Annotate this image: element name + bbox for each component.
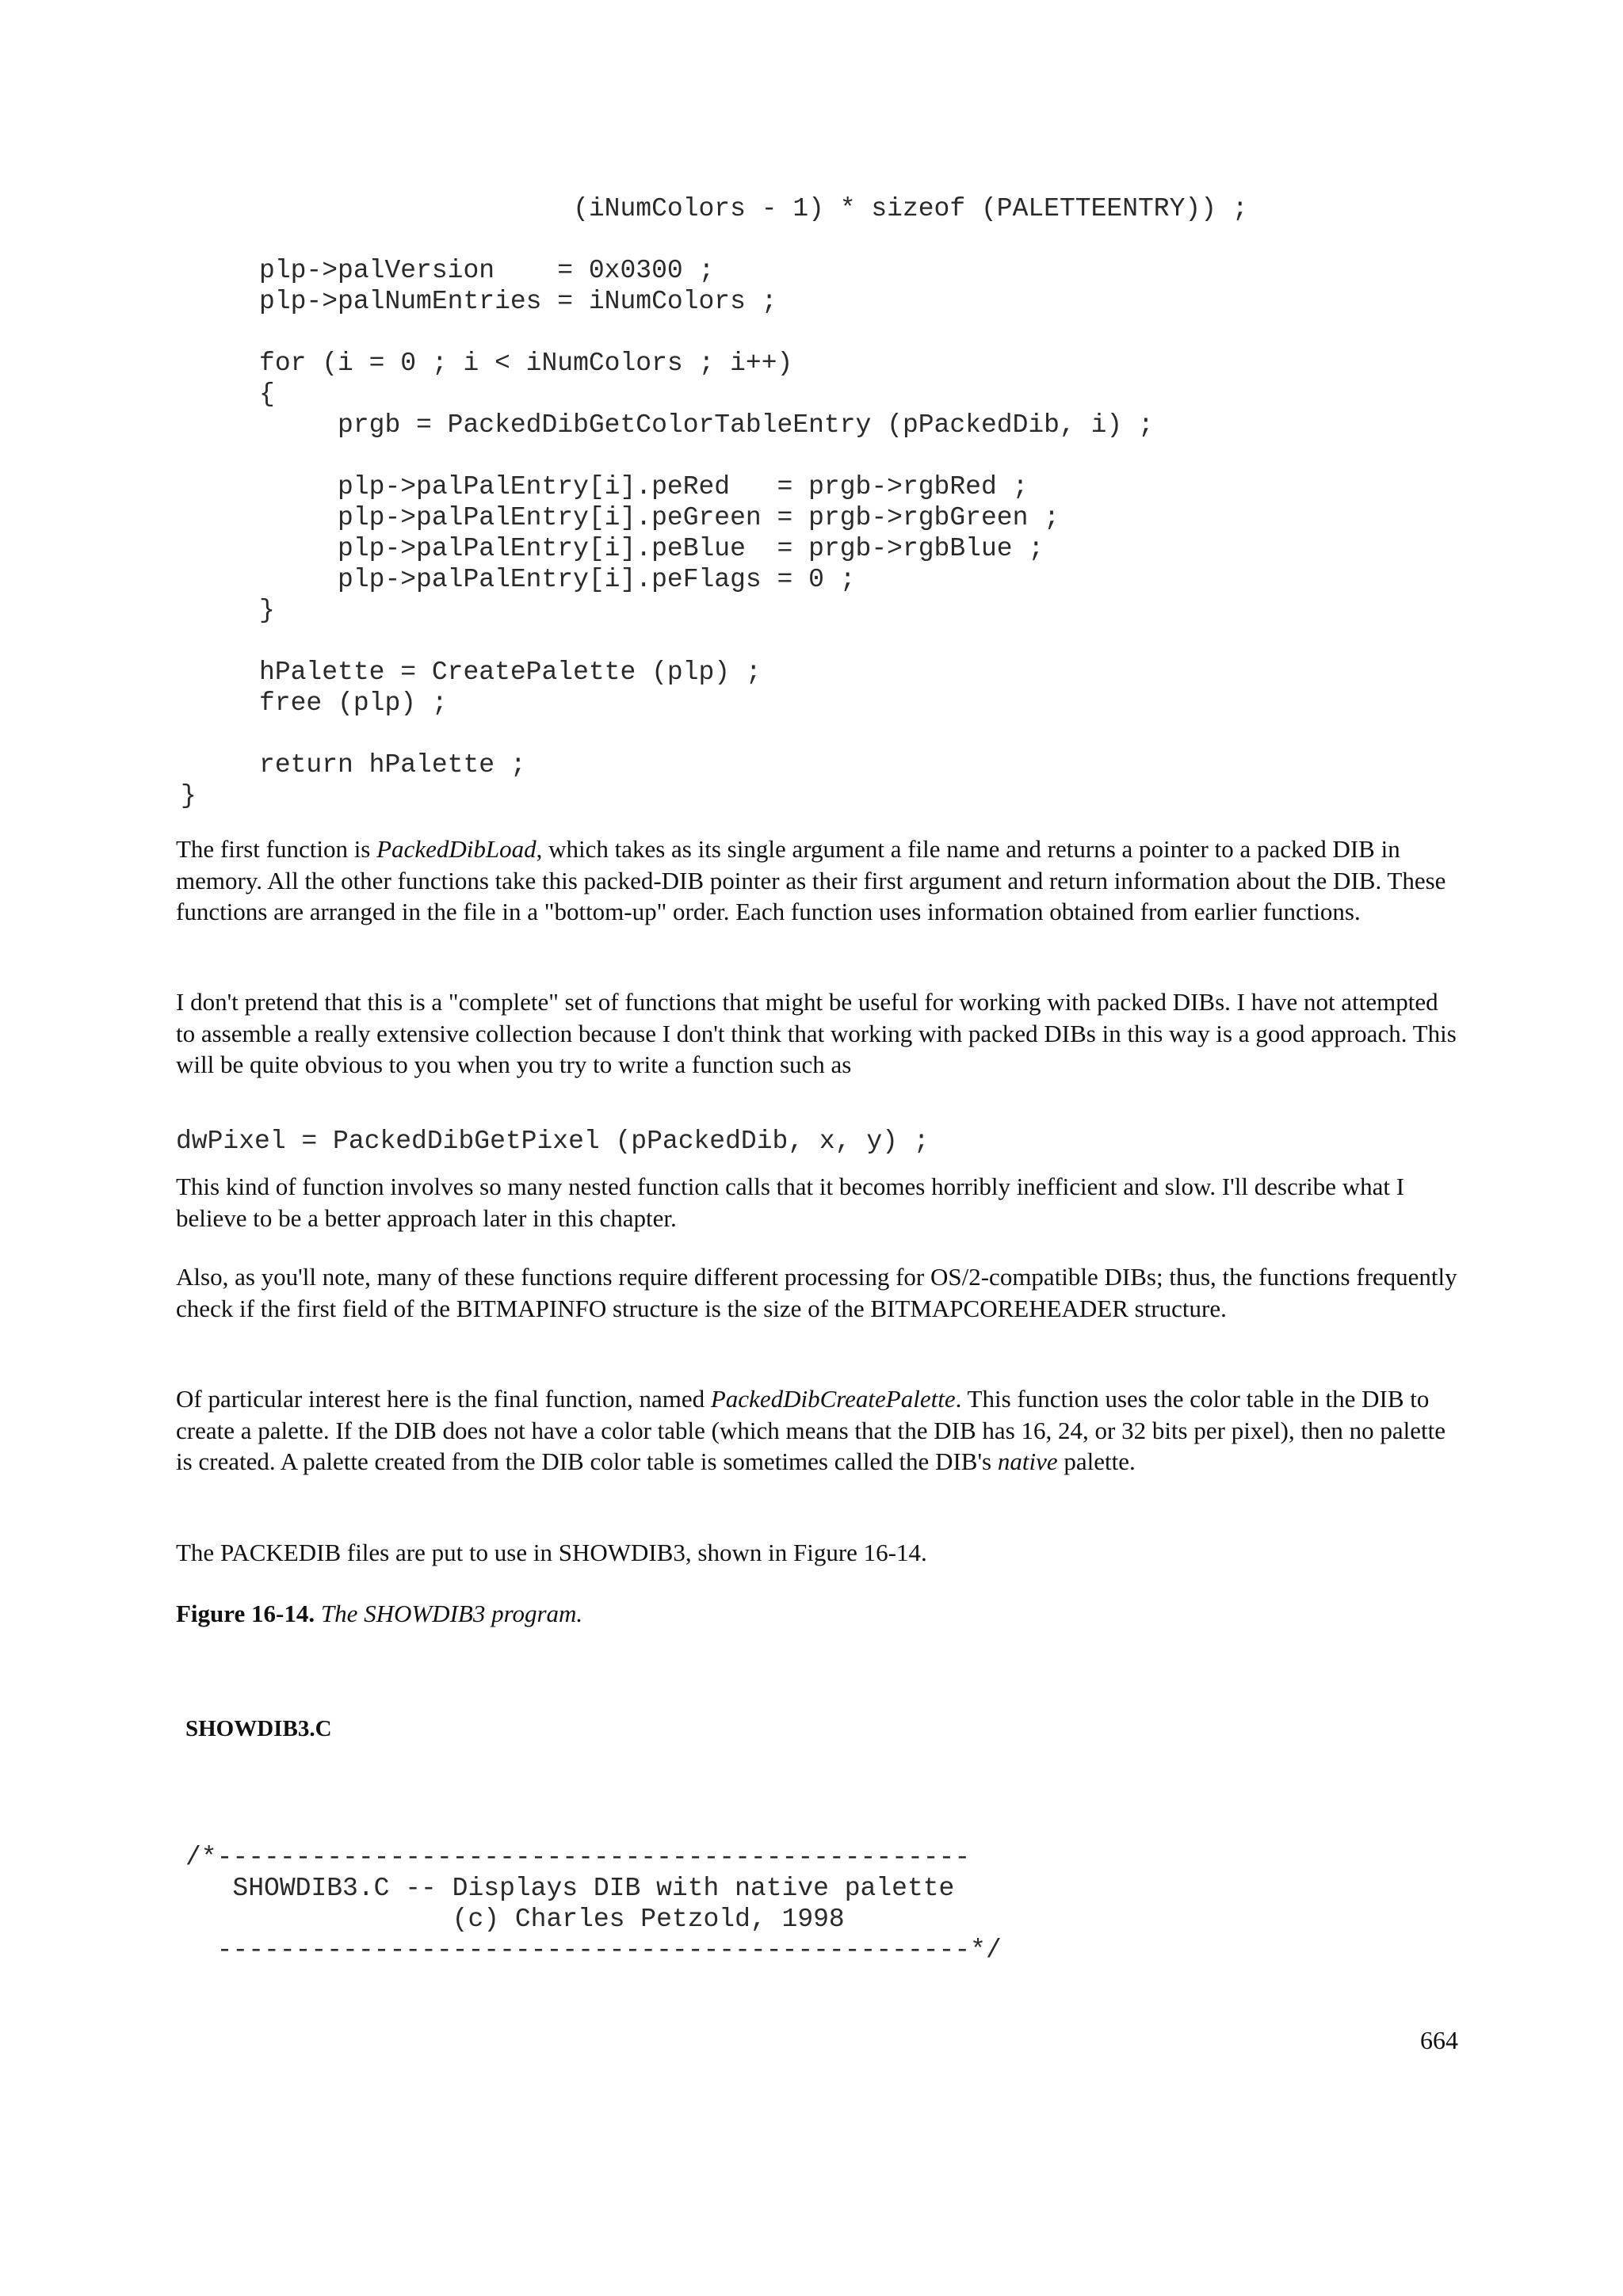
code-line: ------------------------------------------------*/: [185, 1936, 1002, 1965]
code-line: SHOWDIB3.C -- Displays DIB with native palette: [185, 1874, 955, 1903]
figure-caption: [176, 1598, 1460, 1630]
code-line: plp->palNumEntries = iNumColors ;: [181, 287, 777, 316]
function-name-packeddibload: PackedDibLoad: [376, 835, 537, 863]
paragraph-2: I don't pretend that this is a "complete" set of functions that might be useful for working with packed DIBs. I have not attempted to assemble a really extensive collection because I don't think that working with packed DIBs in this way is a good approach. This will be quite obvious to you when you try to write a function such as: [176, 988, 1457, 1078]
code-line: plp->palPalEntry[i].peFlags = 0 ;: [181, 565, 856, 594]
code-listing-header: [185, 1842, 1002, 1966]
code-line: hPalette = CreatePalette (plp) ;: [181, 658, 762, 687]
code-line: }: [181, 596, 275, 625]
code-line: for (i = 0 ; i < iNumColors ; i++): [181, 349, 793, 378]
code-line: plp->palPalEntry[i].peGreen = prgb->rgbGreen ;: [181, 503, 1060, 532]
paragraph-3: This kind of function involves so many nested function calls that it becomes horribly inefficient and slow. I'll describe what I believe to be a better approach later in this chapter.: [176, 1173, 1405, 1232]
code-line: prgb = PackedDibGetColorTableEntry (pPackedDib, i) ;: [181, 410, 1154, 440]
file-heading: SHOWDIB3.C: [185, 1716, 332, 1741]
code-line: (c) Charles Petzold, 1998: [185, 1905, 845, 1934]
code-line: return hPalette ;: [181, 750, 526, 780]
paragraph-5: Of particular interest here is the final function, named PackedDibCreatePalette. This function uses the color table in the DIB to create a palette. If the DIB does not have a color table (which means that the DIB has 16, 24, or 32 bits per pixel), then no palette is created. A palette created from the DIB color table is sometimes called the DIB's native palette.: [176, 1385, 1445, 1475]
paragraph-1: The first function is PackedDibLoad, which takes as its single argument a file name and returns a pointer to a packed DIB in memory. All the other functions take this packed-DIB pointer as their first argument and return information about the DIB. These functions are arranged in the file in a "bottom-up" order. Each function uses information obtained from earlier functions.: [176, 835, 1446, 925]
code-inline-example: dwPixel = PackedDibGetPixel (pPackedDib, x, y) ;: [176, 1127, 930, 1156]
code-line: plp->palPalEntry[i].peRed = prgb->rgbRed ;: [181, 472, 1029, 502]
page-number: 664: [1420, 2026, 1458, 2054]
paragraph-6: The PACKEDIB files are put to use in SHOWDIB3, shown in Figure 16-14.: [176, 1539, 927, 1566]
paragraph-4: Also, as you'll note, many of these functions require different processing for OS/2-compatible DIBs; thus, the functions frequently check if the first field of the BITMAPINFO structure is the size of the BITMAPCOREHEADER structure.: [176, 1263, 1457, 1322]
code-line: {: [181, 379, 275, 409]
code-listing-top: [181, 193, 1248, 811]
figure-label: Figure 16-14.: [176, 1600, 315, 1627]
figure-title: The SHOWDIB3 program.: [320, 1600, 583, 1627]
code-line: plp->palVersion = 0x0300 ;: [181, 256, 715, 285]
code-line: /*------------------------------------------------: [185, 1843, 971, 1872]
native-term: native: [997, 1447, 1058, 1475]
code-line: free (plp) ;: [181, 688, 448, 718]
code-line: plp->palPalEntry[i].peBlue = prgb->rgbBlue ;: [181, 534, 1044, 563]
code-line: }: [181, 781, 197, 810]
function-name-packeddibcreatepalette: PackedDibCreatePalette: [710, 1385, 956, 1413]
code-line: (iNumColors - 1) * sizeof (PALETTEENTRY)) ;: [181, 194, 1248, 223]
